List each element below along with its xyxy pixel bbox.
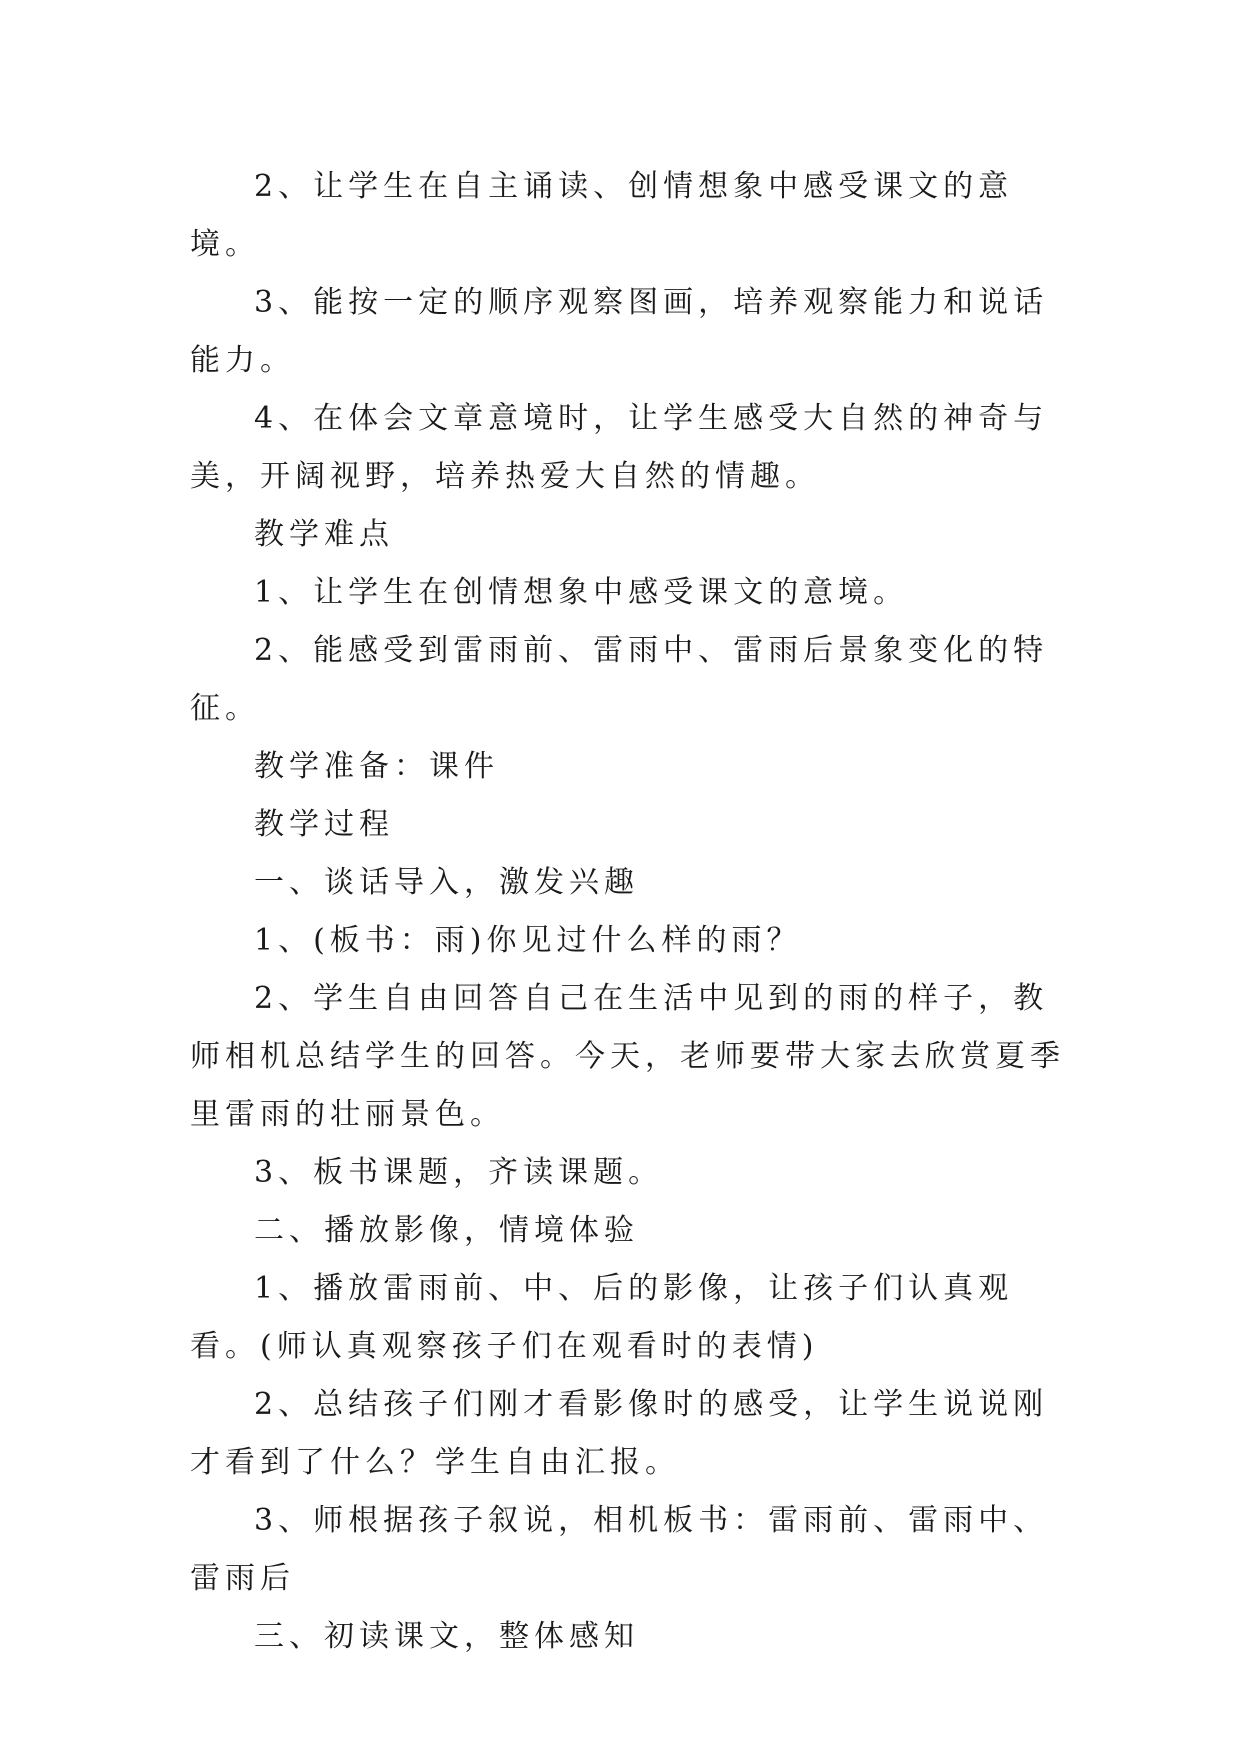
paragraph-part2-step-3: 3、师根据孩子叙说，相机板书：雷雨前、雷雨中、雷雨后 bbox=[190, 1503, 1049, 1596]
paragraph-part1-step-2: 2、学生自由回答自己在生活中见到的雨的样子，教师相机总结学生的回答。今天，老师要带大家去欣赏夏季里雷雨的壮丽景色。 bbox=[190, 981, 1065, 1132]
paragraph-part1-step-3: 3、板书课题，齐读课题。 bbox=[254, 1155, 664, 1190]
paragraph-difficulty-2: 2、能感受到雷雨前、雷雨中、雷雨后景象变化的特征。 bbox=[190, 633, 1049, 726]
paragraph-objective-4: 4、在体会文章意境时，让学生感受大自然的神奇与美，开阔视野，培养热爱大自然的情趣。 bbox=[190, 401, 1049, 494]
paragraph-part2-step-1: 1、播放雷雨前、中、后的影像，让孩子们认真观看。(师认真观察孩子们在观看时的表情) bbox=[190, 1271, 1014, 1364]
document-body bbox=[190, 158, 1070, 1666]
section-heading-part-2: 二、播放影像，情境体验 bbox=[254, 1213, 639, 1248]
paragraph-objective-3: 3、能按一定的顺序观察图画，培养观察能力和说话能力。 bbox=[190, 285, 1049, 378]
paragraph-difficulty-1: 1、让学生在创情想象中感受课文的意境。 bbox=[254, 575, 909, 610]
section-heading-part-1: 一、谈话导入，激发兴趣 bbox=[254, 865, 639, 900]
section-heading-process: 教学过程 bbox=[254, 807, 394, 842]
paragraph-preparation: 教学准备：课件 bbox=[254, 749, 499, 784]
section-heading-difficulties: 教学难点 bbox=[254, 517, 394, 552]
paragraph-part2-step-2: 2、总结孩子们刚才看影像时的感受，让学生说说刚才看到了什么？学生自由汇报。 bbox=[190, 1387, 1049, 1480]
paragraph-objective-2: 2、让学生在自主诵读、创情想象中感受课文的意境。 bbox=[190, 169, 1014, 262]
paragraph-part1-step-1: 1、(板书：雨)你见过什么样的雨？ bbox=[254, 923, 802, 958]
section-heading-part-3: 三、初读课文，整体感知 bbox=[254, 1619, 639, 1654]
